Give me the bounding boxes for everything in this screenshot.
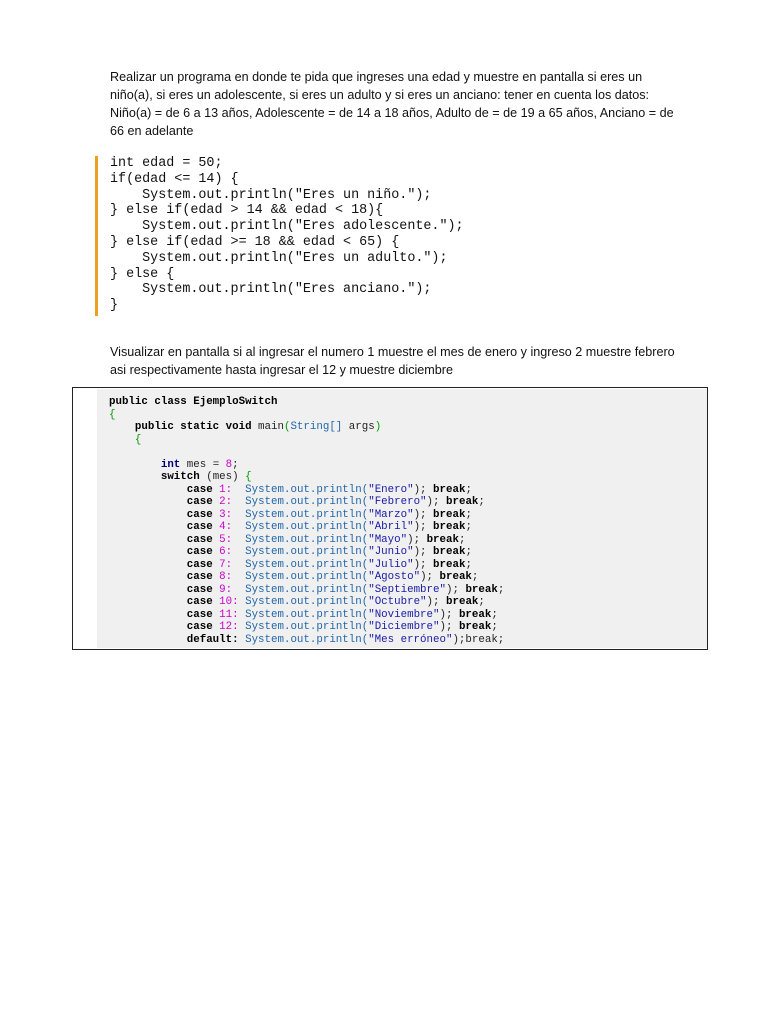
code-line: } else if(edad > 14 && edad < 18){ [110, 203, 384, 219]
semicolon: ; [458, 533, 466, 546]
call-suffix: ); [407, 533, 421, 546]
semicolon: ; [471, 571, 479, 583]
case-line [109, 596, 504, 609]
case-line [109, 521, 504, 534]
println-call: System.out.println( [245, 583, 369, 596]
case-line [109, 546, 504, 559]
case-line [109, 559, 504, 572]
var-end: ; [232, 458, 239, 471]
break-keyword: break [458, 621, 492, 633]
code-line: if(edad <= 14) { [110, 171, 239, 187]
call-suffix: ); [426, 496, 440, 508]
case-keyword: case [186, 583, 213, 596]
case-keyword: case [186, 483, 213, 496]
month-string: "Marzo" [368, 508, 414, 521]
println-call: System.out.println( [245, 521, 369, 533]
param-type: String[] [290, 421, 343, 433]
case-keyword: case [186, 596, 213, 608]
println-call: System.out.println( [245, 608, 369, 621]
println-call: System.out.println( [245, 621, 369, 633]
break-keyword: break [433, 521, 466, 533]
case-list [109, 484, 504, 634]
code-listing [109, 396, 504, 646]
case-line [109, 484, 504, 497]
paren-open: ( [283, 421, 291, 433]
case-number: 7: [219, 558, 233, 571]
intro-line: 66 en adelante [110, 124, 194, 138]
default-keyword: default: [186, 633, 239, 646]
month-string: "Diciembre" [368, 621, 440, 633]
case-line [109, 509, 504, 522]
intro-paragraph [110, 68, 710, 140]
println-call: System.out.println( [245, 571, 369, 583]
intro-line: Niño(a) = de 6 a 13 años, Adolescente = de 14 a 18 años, Adulto de = de 19 a 65 años, Anciano = de [110, 106, 674, 120]
semicolon: ; [478, 596, 485, 608]
var-rest: mes = [186, 458, 226, 471]
case-keyword: case [186, 608, 213, 621]
code-line: } [110, 298, 119, 314]
case-keyword: case [186, 546, 213, 558]
println-call: System.out.println( [245, 508, 369, 521]
case-number: 11: [219, 608, 239, 621]
case-number: 5: [219, 533, 233, 546]
second-task-paragraph [110, 343, 710, 379]
month-string: "Junio" [368, 546, 414, 558]
call-suffix: ); [445, 583, 459, 596]
case-keyword: case [186, 621, 213, 633]
println-call: System.out.println( [245, 496, 369, 508]
case-keyword: case [186, 571, 213, 583]
case-line [109, 496, 504, 509]
break-keyword: break [458, 608, 492, 621]
println-call: System.out.println( [245, 533, 369, 546]
month-string: "Septiembre" [368, 583, 446, 596]
call-suffix: ); [413, 521, 427, 533]
task-line: Visualizar en pantalla si al ingresar el numero 1 muestre el mes de enero y ingreso 2 muestre febrero [110, 345, 675, 359]
semicolon: ; [465, 558, 472, 571]
call-suffix: ); [413, 483, 427, 496]
case-keyword: case [186, 558, 213, 571]
month-string: "Agosto" [368, 571, 421, 583]
semicolon: ; [465, 508, 472, 521]
case-number: 4: [219, 521, 233, 533]
var-value: 8 [225, 458, 233, 471]
case-line [109, 534, 504, 547]
switch-line [109, 471, 504, 484]
case-keyword: case [186, 521, 213, 533]
code-line: System.out.println("Eres adolescente."); [110, 219, 464, 235]
intro-line: Realizar un programa en donde te pida que ingreses una edad y muestre en pantalla si eres un [110, 70, 643, 84]
call-suffix: ); [426, 596, 440, 608]
case-number: 3: [219, 508, 233, 521]
code-block-if-else [95, 156, 630, 316]
param-name: args [348, 421, 375, 433]
month-string: "Abril" [368, 521, 414, 533]
call-suffix: ); [413, 558, 427, 571]
month-string: "Enero" [368, 483, 414, 496]
month-string: "Febrero" [368, 496, 427, 508]
call-suffix: ); [420, 571, 434, 583]
case-number: 1: [219, 483, 233, 496]
code-line: System.out.println("Eres anciano."); [110, 282, 432, 298]
break-keyword: break [433, 508, 466, 521]
case-number: 6: [219, 546, 233, 558]
case-keyword: case [186, 508, 213, 521]
case-keyword: case [186, 533, 213, 546]
call-suffix: ); [413, 508, 427, 521]
case-number: 10: [219, 596, 239, 608]
println-call: System.out.println( [245, 483, 369, 496]
code-line: System.out.println("Eres un adulto."); [110, 250, 448, 266]
code-block-background [97, 389, 707, 648]
break-keyword: break [433, 483, 466, 496]
var-declaration [109, 459, 504, 472]
semicolon: ; [465, 483, 472, 496]
case-line [109, 571, 504, 584]
case-keyword: case [186, 496, 213, 508]
call-suffix: ); [439, 621, 453, 633]
code-line: } else if(edad >= 18 && edad < 65) { [110, 234, 400, 250]
open-brace-line [109, 434, 504, 447]
code-line: int edad = 50; [110, 156, 223, 171]
default-call: System.out.println( [245, 633, 369, 646]
task-line: asi respectivamente hasta ingresar el 12 y muestre diciembre [110, 363, 453, 377]
call-suffix: ); [413, 546, 427, 558]
brace: { [134, 433, 142, 446]
semicolon: ; [491, 608, 498, 621]
break-keyword: break [465, 583, 498, 596]
default-line [109, 634, 504, 647]
semicolon: ; [491, 621, 498, 633]
month-string: "Noviembre" [368, 608, 440, 621]
month-string: "Julio" [368, 558, 414, 571]
break-keyword: break [446, 496, 479, 508]
blank-line [109, 446, 504, 459]
main-name: main [258, 421, 284, 433]
break-keyword: break [439, 571, 472, 583]
break-keyword: break [446, 596, 479, 608]
default-tail: );break; [452, 633, 505, 646]
brace: { [245, 471, 252, 483]
code-line: } else { [110, 266, 175, 282]
println-call: System.out.println( [245, 558, 369, 571]
open-brace-line [109, 409, 504, 422]
semicolon: ; [465, 546, 472, 558]
month-string: "Octubre" [368, 596, 427, 608]
case-line [109, 621, 504, 634]
break-keyword: break [433, 558, 466, 571]
switch-expr: (mes) [206, 471, 239, 483]
break-keyword: break [426, 533, 459, 546]
println-call: System.out.println( [245, 546, 369, 558]
main-declaration [109, 421, 504, 434]
switch-keyword: switch [160, 471, 200, 483]
semicolon: ; [497, 583, 505, 596]
case-line [109, 584, 504, 597]
case-number: 8: [219, 571, 233, 583]
println-call: System.out.println( [245, 596, 369, 608]
var-type: int [160, 458, 181, 471]
default-text: "Mes erróneo" [368, 633, 453, 646]
month-string: "Mayo" [368, 533, 408, 546]
case-line [109, 609, 504, 622]
code-line: System.out.println("Eres un niño."); [110, 187, 432, 203]
semicolon: ; [465, 521, 472, 533]
brace: { [109, 408, 116, 421]
case-number: 9: [219, 583, 233, 596]
case-number: 12: [219, 621, 239, 633]
break-keyword: break [433, 546, 466, 558]
code-block-switch [72, 387, 708, 650]
class-declaration [109, 396, 504, 409]
semicolon: ; [478, 496, 485, 508]
main-modifiers: public static void [134, 421, 252, 433]
paren-close: ) [374, 421, 382, 433]
case-number: 2: [219, 496, 233, 508]
class-decl-text: public class EjemploSwitch [109, 396, 278, 408]
intro-line: niño(a), si eres un adolescente, si eres un adulto y si eres un anciano: tener en cuenta los datos: [110, 88, 650, 102]
call-suffix: ); [439, 608, 453, 621]
